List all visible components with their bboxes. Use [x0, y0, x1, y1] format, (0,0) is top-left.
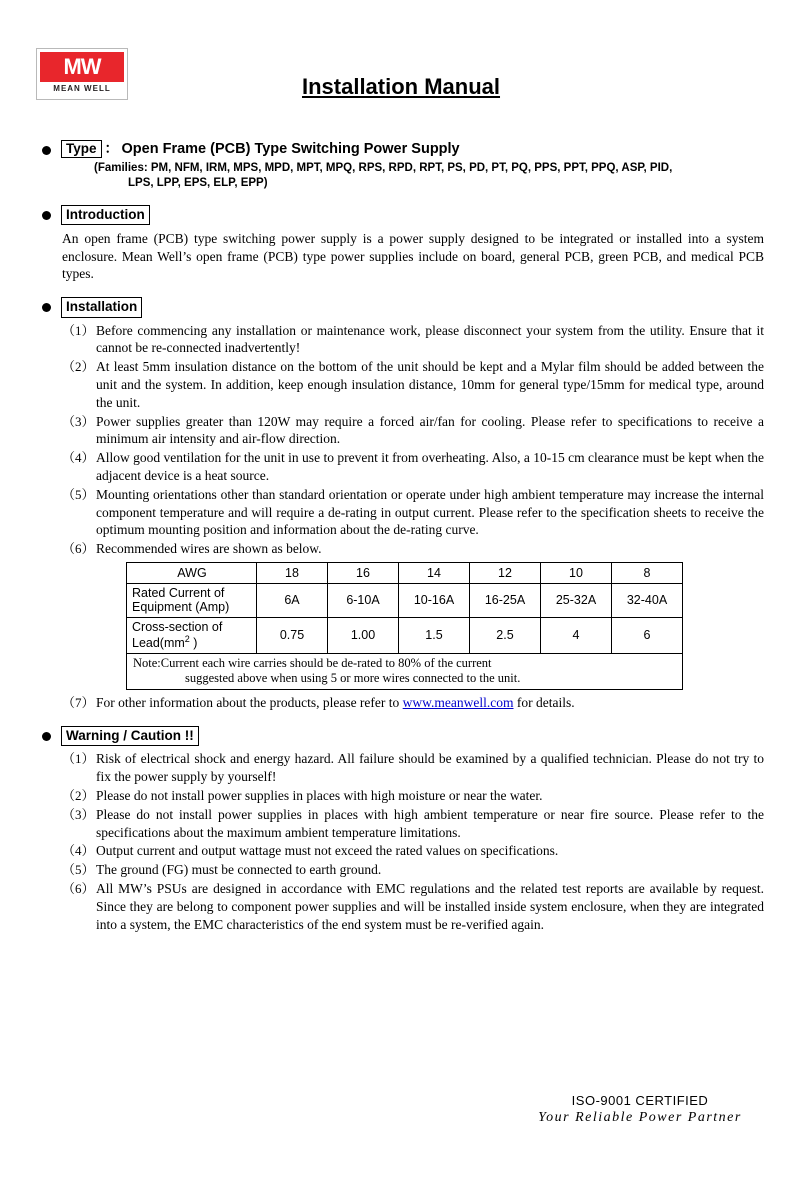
table-row-header: Rated Current of Equipment (Amp) — [127, 584, 257, 618]
list-item-text: Recommended wires are shown as below. — [96, 541, 322, 557]
table-cell: 18 — [257, 563, 328, 584]
table-cell: 10-16A — [399, 584, 470, 618]
table-cell: 1.5 — [399, 617, 470, 653]
bullet-icon — [42, 732, 51, 741]
table-cell: 32-40A — [612, 584, 683, 618]
list-item — [62, 787, 764, 805]
meanwell-website-link[interactable]: www.meanwell.com — [402, 694, 514, 710]
document-footer — [520, 1093, 760, 1126]
list-item-number: （3） — [62, 413, 95, 429]
logo-mark: MW — [40, 52, 124, 82]
list-item-number: （7） — [62, 694, 95, 710]
page-title: Installation Manual — [301, 74, 501, 99]
list-item — [62, 750, 764, 786]
list-item-text: The ground (FG) must be connected to earth ground. — [96, 862, 382, 878]
list-item-text: Please do not install power supplies in places with high ambient temperature or near fire source. Please refer to the specifications about the maximum ambient temperature limitations. — [96, 806, 764, 840]
bullet-icon — [42, 303, 51, 312]
installation-list-continued — [38, 694, 764, 712]
type-title: Open Frame (PCB) Type Switching Power Supply — [121, 141, 460, 157]
table-cell: 12 — [470, 563, 541, 584]
section-installation — [38, 297, 764, 318]
list-item — [62, 358, 764, 411]
introduction-body: An open frame (PCB) type switching power supply is a power supply designed to be integrated or installed into a system enclosure. Mean Well’s open frame (PCB) type power supplies include on board, general PCB, green PCB, and medical PCB types. — [62, 231, 764, 282]
table-row — [127, 653, 683, 689]
table-note-line2: suggested above when using 5 or more wires connected to the unit. — [185, 671, 521, 686]
installation-list — [38, 322, 764, 559]
item7-text-after: for details. — [513, 694, 575, 710]
list-item — [62, 861, 764, 879]
list-item-number: （6） — [62, 881, 95, 897]
table-row — [127, 584, 683, 618]
table-row — [127, 617, 683, 653]
list-item — [62, 842, 764, 860]
list-item-text: Output current and output wattage must not exceed the rated values on specifications. — [96, 843, 559, 859]
list-item-number: （1） — [62, 322, 95, 338]
list-item-number: （2） — [62, 787, 95, 803]
introduction-heading: Introduction — [61, 205, 150, 226]
item7-text-before: For other information about the products, please refer to — [96, 694, 403, 710]
warning-list — [38, 750, 764, 933]
list-item-text: Power supplies greater than 120W may require a forced air/fan for cooling. Please refer to specifications to receive a minimum air intensity and air-flow direction. — [96, 413, 764, 447]
type-families — [94, 161, 764, 191]
list-item — [62, 806, 764, 842]
table-row — [127, 563, 683, 584]
section-introduction — [38, 205, 764, 226]
table-cell: 16 — [328, 563, 399, 584]
document-body — [38, 140, 764, 933]
list-item-text: Before commencing any installation or maintenance work, please disconnect your system from the utility. Ensure that it cannot be re-connected inadvertently! — [96, 322, 764, 356]
list-item — [62, 486, 764, 539]
list-item-text: Allow good ventilation for the unit in use to prevent it from overheating. Also, a 10-15 cm clearance must be kept when the adjacent device is a heat source. — [96, 450, 764, 484]
list-item-text — [96, 694, 764, 712]
type-families-line1: (Families: PM, NFM, IRM, MPS, MPD, MPT, MPQ, RPS, RPD, RPT, PS, PD, PT, PQ, PPS, PPT, PPQ, ASP, PID, — [94, 161, 673, 174]
list-item-text: Please do not install power supplies in places with high moisture or near the water. — [96, 787, 543, 803]
section-warning — [38, 726, 764, 747]
list-item-number: （4） — [62, 450, 95, 466]
wire-table-container — [126, 562, 764, 690]
list-item-number: （5） — [62, 862, 95, 878]
list-item-text: Mounting orientations other than standard orientation or operate under high ambient temperature may increase the internal component temperature and will require a de-rating in output current. Please refer to the specification sheets to receive the optimum mounting position and information about the de-rating curve. — [96, 486, 764, 538]
list-item — [62, 694, 764, 712]
table-cell: 14 — [399, 563, 470, 584]
iso-certification: ISO-9001 CERTIFIED — [571, 1093, 709, 1108]
list-item — [62, 880, 764, 933]
list-item-number: （3） — [62, 806, 95, 822]
list-item-number: （5） — [62, 486, 95, 502]
table-header-awg: AWG — [127, 563, 257, 584]
recommended-wires-table — [126, 562, 683, 690]
list-item — [62, 322, 764, 358]
table-row-header: Cross-section of $Lead(mm^2$ ) — [127, 617, 257, 653]
list-item-text: Risk of electrical shock and energy hazard. All failure should be examined by a qualified technician. Please do not try to fix the power supply by yourself! — [96, 751, 764, 785]
list-item-number: （4） — [62, 843, 95, 859]
list-item — [62, 449, 764, 485]
table-cell: 25-32A — [541, 584, 612, 618]
table-cell: 4 — [541, 617, 612, 653]
company-slogan: Your Reliable Power Partner — [538, 1110, 742, 1125]
warning-heading: Warning / Caution !! — [61, 726, 199, 747]
list-item-number: （6） — [62, 541, 95, 557]
table-cell: 10 — [541, 563, 612, 584]
type-label: Type — [61, 140, 102, 158]
table-note — [127, 653, 683, 689]
table-cell: 6-10A — [328, 584, 399, 618]
list-item — [62, 413, 764, 449]
table-cell: 2.5 — [470, 617, 541, 653]
table-cell: 6A — [257, 584, 328, 618]
bullet-icon — [42, 146, 51, 155]
type-families-line2: LPS, LPP, EPS, ELP, EPP) — [128, 176, 268, 189]
section-type — [38, 140, 764, 159]
type-colon: ： — [104, 142, 119, 157]
installation-heading: Installation — [61, 297, 142, 318]
table-cell: 1.00 — [328, 617, 399, 653]
table-cell: 0.75 — [257, 617, 328, 653]
table-cell: 16-25A — [470, 584, 541, 618]
list-item-text: At least 5mm insulation distance on the bottom of the unit should be kept and a Mylar film should be added between the unit and the system. In addition, keep enough insulation distance, 10mm for general type/15mm for medical type, around the unit. — [96, 359, 764, 410]
document-header — [36, 48, 766, 126]
table-note-line1: Note:Current each wire carries should be de-rated to 80% of the current — [133, 655, 492, 670]
list-item-number: （2） — [62, 359, 95, 375]
list-item-text: All MW’s PSUs are designed in accordance with EMC regulations and the related test reports are available by request. Since they are belong to component power supplies and will be installed inside system enclosure, when they are integrated into a system, the EMC characteristics of the end system must be re-verified again. — [96, 881, 764, 932]
document-page — [0, 48, 802, 1182]
table-cell: 6 — [612, 617, 683, 653]
list-item-number: （1） — [62, 751, 95, 767]
logo-brand-name: MEAN WELL — [53, 84, 111, 93]
bullet-icon — [42, 211, 51, 220]
list-item — [62, 540, 764, 558]
table-cell: 8 — [612, 563, 683, 584]
